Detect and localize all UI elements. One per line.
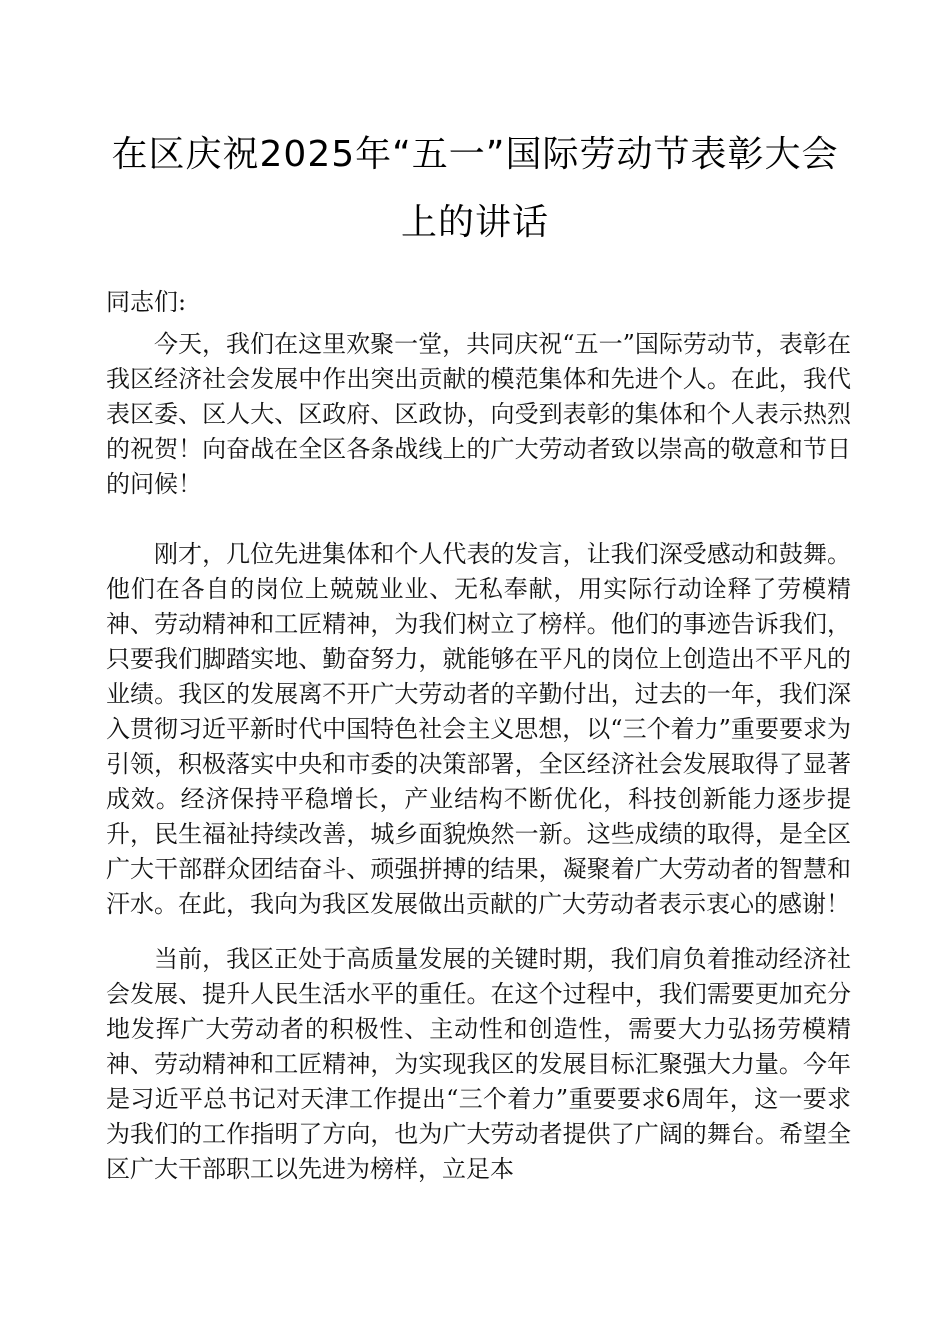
document-title-line-1: 在区庆祝2025年“五一”国际劳动节表彰大会: [111, 134, 839, 175]
paragraph-1: 今天，我们在这里欢聚一堂，共同庆祝“五一”国际劳动节，表彰在我区经济社会发展中作出突出贡献的模范集体和先进个人。在此，我代表区委、区人大、区政府、区政协，向受到表彰的集体和个人表示热烈的祝贺！向奋战在全区各条战线上的广大劳动者致以崇高的敬意和节日的问候！: [106, 330, 851, 498]
salutation: 同志们:: [106, 288, 187, 316]
document-title-line-2: 上的讲话: [400, 202, 549, 243]
paragraph-3: 当前，我区正处于高质量发展的关键时期，我们肩负着推动经济社会发展、提升人民生活水平的重任。在这个过程中，我们需要更加充分地发挥广大劳动者的积极性、主动性和创造性，需要大力弘扬劳模精神、劳动精神和工匠精神，为实现我区的发展目标汇聚强大力量。今年是习近平总书记对天津工作提出“三个着力”重要要求6周年，这一要求为我们的工作指明了方向，也为广大劳动者提供了广阔的舞台。希望全区广大干部职工以先进为榜样，立足本: [106, 945, 851, 1183]
paragraph-2: 刚才，几位先进集体和个人代表的发言，让我们深受感动和鼓舞。他们在各自的岗位上兢兢业业、无私奉献，用实际行动诠释了劳模精神、劳动精神和工匠精神，为我们树立了榜样。他们的事迹告诉我们，只要我们脚踏实地、勤奋努力，就能够在平凡的岗位上创造出不平凡的业绩。我区的发展离不开广大劳动者的辛勤付出，过去的一年，我们深入贯彻习近平新时代中国特色社会主义思想，以“三个着力”重要要求为引领，积极落实中央和市委的决策部署，全区经济社会发展取得了显著成效。经济保持平稳增长，产业结构不断优化，科技创新能力逐步提升，民生福祉持续改善，城乡面貌焕然一新。这些成绩的取得，是全区广大干部群众团结奋斗、顽强拼搏的结果，凝聚着广大劳动者的智慧和汗水。在此，我向为我区发展做出贡献的广大劳动者表示衷心的感谢！: [106, 540, 851, 918]
